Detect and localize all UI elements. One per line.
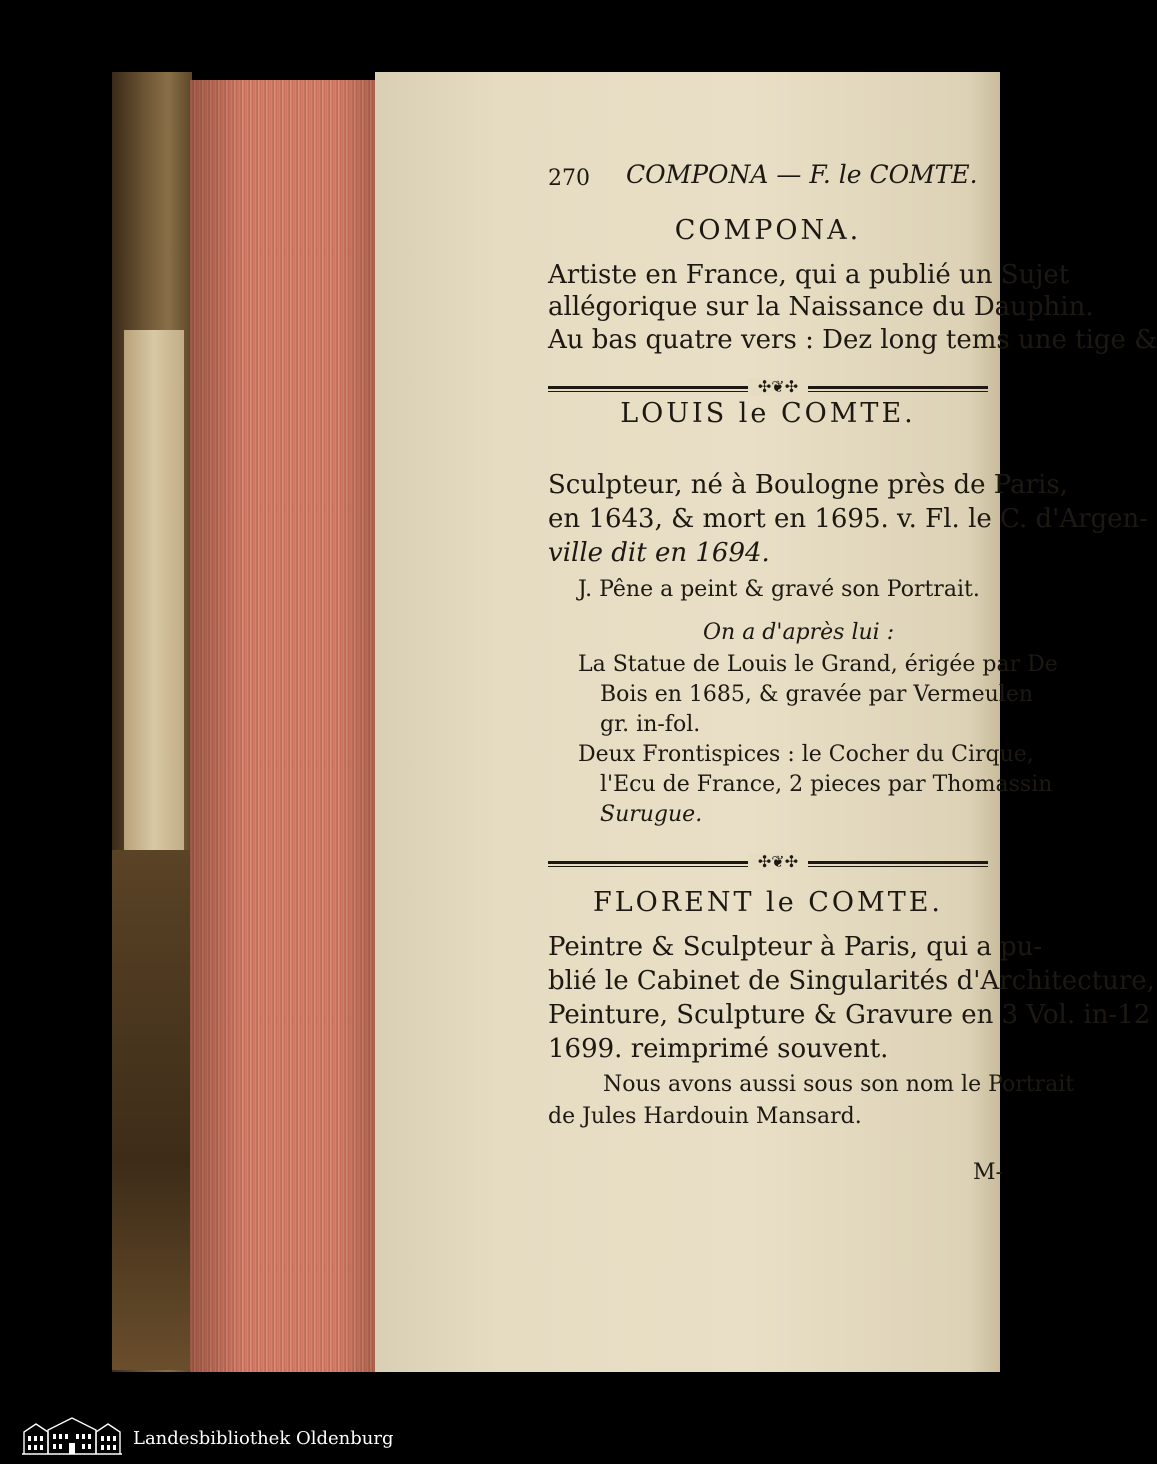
ornamental-rule: ✣❦✣ [548, 382, 988, 394]
entry-line: allégorique sur la Naissance du Dauphin. [548, 292, 1094, 322]
entry-line: gr. in-fol. [600, 712, 701, 737]
library-building-icon [22, 1416, 122, 1456]
text-block [548, 160, 1157, 1290]
entry-line: Peinture, Sculpture & Gravure en 3 Vol. in-12 [548, 1000, 1151, 1030]
library-name: Landesbibliothek Oldenburg [133, 1428, 394, 1449]
running-title: COMPONA — F. le COMTE. [626, 160, 978, 189]
page-number: 270 [548, 166, 590, 191]
entry-line: Artiste en France, qui a publié un Sujet [548, 260, 1070, 290]
catchword: M- [973, 1160, 1003, 1185]
entry-line: La Statue de Louis le Grand, érigée par De [578, 652, 1058, 677]
running-header [548, 160, 988, 200]
entry-line: Peintre & Sculpteur à Paris, qui a pu- [548, 932, 1043, 962]
entry-line: blié le Cabinet de Singularités d'Architecture, [548, 966, 1155, 996]
entry-line: Surugue. [600, 802, 703, 827]
entry-line: Deux Frontispices : le Cocher du Cirque, [578, 742, 1034, 767]
entry-title: FLORENT le COMTE. [593, 887, 943, 918]
entry-line: On a d'après lui : [703, 620, 895, 645]
book-cover-leather [112, 850, 190, 1370]
page-edges-shade [190, 80, 375, 1372]
entry-line: en 1643, & mort en 1695. v. Fl. le C. d'Argen- [548, 504, 1149, 534]
ornamental-rule: ✣❦✣ [548, 857, 988, 869]
entry-title: COMPONA. [674, 215, 862, 246]
entry-line: 1699. reimprimé souvent. [548, 1034, 889, 1064]
entry-line: de Jules Hardouin Mansard. [548, 1104, 862, 1129]
entry-title: LOUIS le COMTE. [620, 398, 916, 429]
entry-line: J. Pêne a peint & gravé son Portrait. [578, 577, 980, 602]
entry-line: Sculpteur, né à Boulogne près de Paris, [548, 470, 1068, 500]
entry-line: ville dit en 1694. [548, 538, 770, 568]
entry-line: Bois en 1685, & gravée par Vermeulen [600, 682, 1034, 707]
book-cover-paper [124, 330, 184, 850]
entry-line: l'Ecu de France, 2 pieces par Thomassin [600, 772, 1053, 797]
entry-line: Au bas quatre vers : Dez long tems une tige & [548, 325, 1157, 355]
entry-line: Nous avons aussi sous son nom le Portrait [603, 1072, 1075, 1097]
